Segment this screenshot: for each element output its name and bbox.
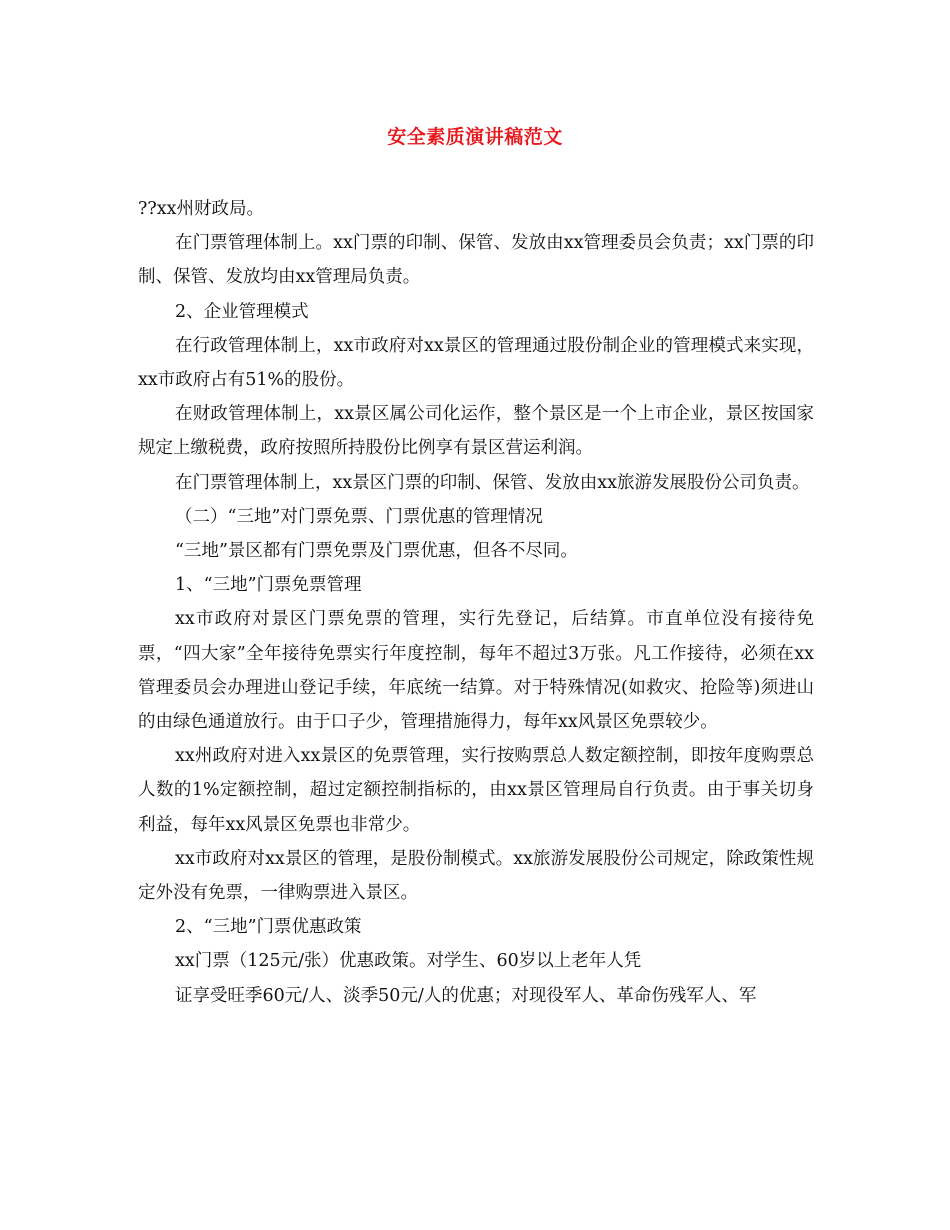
paragraph-12: xx市政府对xx景区的管理，是股份制模式。xx旅游发展股份公司规定，除政策性规定外没有免票，一律购票进入景区。 [138, 848, 814, 904]
paragraph-2: 在门票管理体制上。xx门票的印制、保管、发放由xx管理委员会负责；xx门票的印制、保管、发放均由xx管理局负责。 [138, 233, 814, 288]
paragraph-6: 在门票管理体制上，xx景区门票的印制、保管、发放由xx旅游发展股份公司负责。 [175, 472, 810, 493]
document-title: 安全素质演讲稿范文 [387, 126, 563, 148]
section-heading-enterprise-mode: 2、企业管理模式 [175, 301, 309, 322]
paragraph-11: xx州政府对进入xx景区的免票管理，实行按购票总人数定额控制，即按年度购票总人数的1%定额控制，超过定额控制指标的，由xx景区管理局自行负责。由于事关切身利益，每年xx风景区免票也非常少。 [138, 746, 814, 835]
section-heading-free-ticket-management: 1、“三地”门票免票管理 [175, 575, 362, 596]
document-body [138, 192, 814, 1013]
paragraph-1: ??xx州财政局。 [138, 199, 265, 219]
paragraph-10: xx市政府对景区门票免票的管理，实行先登记，后结算。市直单位没有接待免票，“四大家”全年接待免票实行年度控制，每年不超过3万张。凡工作接待，必须在xx管理委员会办理进山登记手续，年底统一结算。对于特殊情况(如救灾、抢险等)须进山的由绿色通道放行。由于口子少，管理措施得力，每年xx风景区免票较少。 [138, 609, 814, 733]
paragraph-4: 在行政管理体制上，xx市政府对xx景区的管理通过股份制企业的管理模式来实现，xx市政府占有51%的股份。 [138, 335, 814, 391]
section-heading-discount-policy: 2、“三地”门票优惠政策 [175, 917, 362, 938]
paragraph-8: “三地”景区都有门票免票及门票优惠，但各不尽同。 [175, 541, 578, 562]
section-heading-free-discount: （二）“三地”对门票免票、门票优惠的管理情况 [175, 506, 543, 527]
paragraph-14: xx门票（125元/张）优惠政策。对学生、60岁以上老年人凭 [175, 951, 642, 972]
paragraph-15: 证享受旺季60元/人、淡季50元/人的优惠；对现役军人、革命伤残军人、军 [175, 985, 757, 1006]
paragraph-5: 在财政管理体制上，xx景区属公司化运作，整个景区是一个上市企业，景区按国家规定上缴税费，政府按照所持股份比例享有景区营运利润。 [138, 404, 814, 459]
